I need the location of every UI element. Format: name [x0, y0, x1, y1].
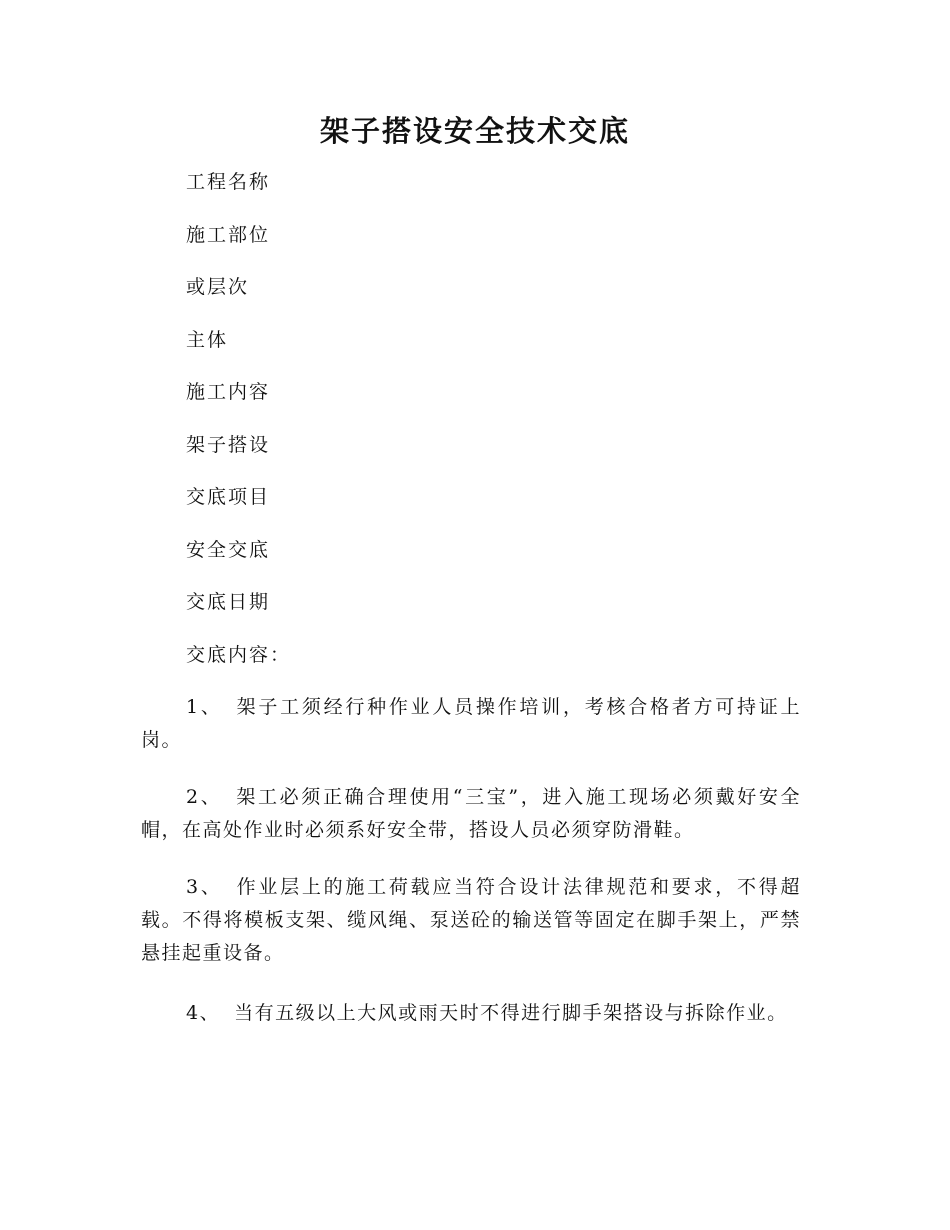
item-text: 作业层上的施工荷载应当符合设计法律规范和要求，不得超载。不得将模板支架、缆风绳、泵送砼的输送管等固定在脚手架上，严禁悬挂起重设备。	[141, 876, 801, 964]
list-item	[141, 997, 801, 1030]
list-item	[141, 691, 801, 757]
field-part-value: 主体	[186, 329, 229, 351]
field-construction-part: 施工部位	[186, 224, 271, 246]
item-number: 1、	[186, 696, 223, 718]
item-number: 3、	[186, 876, 223, 898]
field-briefing-date: 交底日期	[186, 591, 271, 613]
field-briefing-item: 交底项目	[186, 486, 271, 508]
item-text: 架子工须经行种作业人员操作培训，考核合格者方可持证上岗。	[141, 696, 801, 751]
item-text: 架工必须正确合理使用“三宝”，进入施工现场必须戴好安全帽，在高处作业时必须系好安全带，搭设人员必须穿防滑鞋。	[141, 786, 801, 841]
list-item	[141, 871, 801, 970]
field-project-name: 工程名称	[186, 171, 271, 193]
field-item-value: 安全交底	[186, 539, 271, 561]
list-item	[141, 781, 801, 847]
document-title: 架子搭设安全技术交底	[319, 114, 630, 148]
field-construction-content: 施工内容	[186, 381, 271, 403]
field-level: 或层次	[186, 276, 250, 298]
item-number: 4、	[186, 1002, 221, 1024]
field-content-value: 架子搭设	[186, 434, 271, 456]
item-number: 2、	[186, 786, 223, 808]
item-text: 当有五级以上大风或雨天时不得进行脚手架搭设与拆除作业。	[234, 1002, 788, 1024]
field-briefing-content: 交底内容：	[186, 644, 292, 666]
